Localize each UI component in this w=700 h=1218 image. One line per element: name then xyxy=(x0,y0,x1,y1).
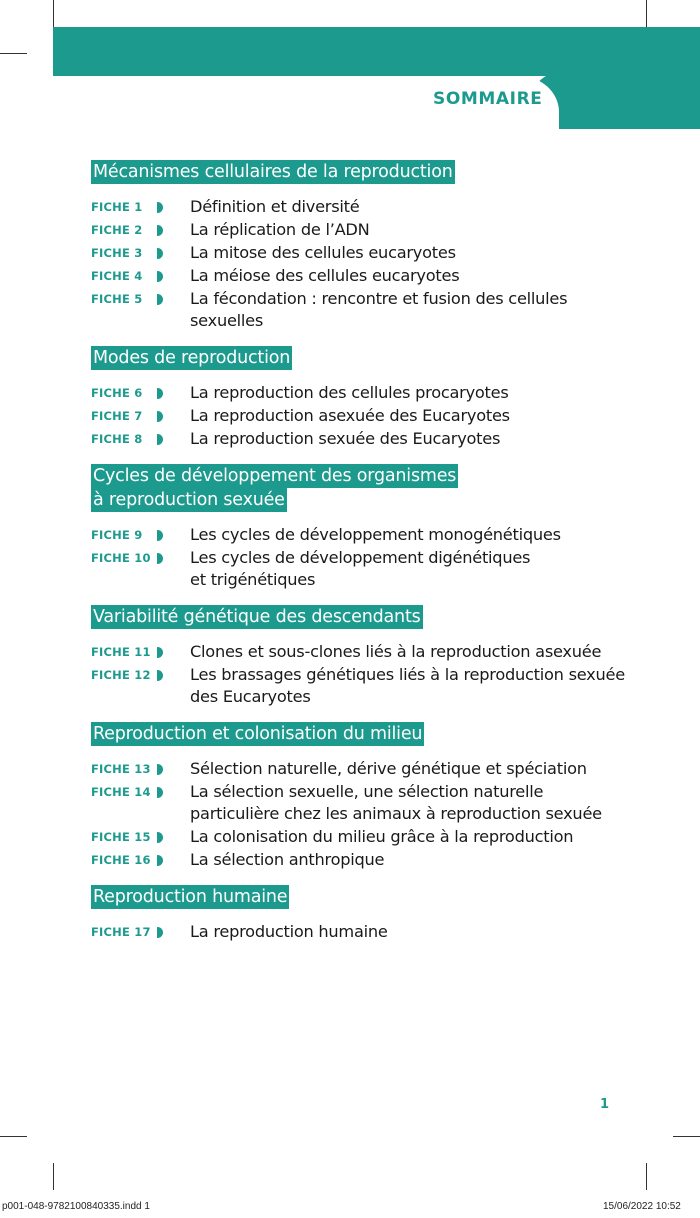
arrow-bullet-icon xyxy=(157,530,163,541)
crop-mark xyxy=(53,1163,54,1190)
crop-mark xyxy=(673,1136,700,1137)
fiche-label: FICHE 1 xyxy=(91,200,143,214)
toc-entry[interactable] xyxy=(91,196,651,218)
fiche-label: FICHE 6 xyxy=(91,386,143,400)
entry-title-line: La sélection anthropique xyxy=(190,850,385,869)
entry-title-line: Définition et diversité xyxy=(190,197,360,216)
arrow-bullet-icon xyxy=(157,388,163,399)
arrow-bullet-icon xyxy=(157,787,163,798)
toc-entry[interactable] xyxy=(91,781,651,825)
page-number: 1 xyxy=(600,1097,610,1112)
toc-entry[interactable] xyxy=(91,288,651,332)
entry-title-line: des Eucaryotes xyxy=(190,687,311,706)
fiche-label: FICHE 10 xyxy=(91,551,151,565)
toc-section xyxy=(91,346,651,450)
section-title xyxy=(91,464,651,512)
arrow-bullet-icon xyxy=(157,647,163,658)
fiche-label: FICHE 9 xyxy=(91,528,143,542)
crop-mark xyxy=(0,1136,27,1137)
crop-mark xyxy=(0,53,27,54)
fiche-label: FICHE 5 xyxy=(91,292,143,306)
entry-title-line: La méiose des cellules eucaryotes xyxy=(190,266,460,285)
fiche-label: FICHE 15 xyxy=(91,830,151,844)
entry-title-line: sexuelles xyxy=(190,311,264,330)
section-title xyxy=(91,160,651,184)
toc-section xyxy=(91,722,651,871)
footer-file: p001-048-9782100840335.indd 1 xyxy=(2,1201,150,1212)
section-title xyxy=(91,346,651,370)
arrow-bullet-icon xyxy=(157,670,163,681)
entry-title-line: La reproduction des cellules procaryotes xyxy=(190,383,509,402)
entry-title-line: La réplication de l’ADN xyxy=(190,220,370,239)
section-title-line: à reproduction sexuée xyxy=(93,490,285,510)
fiche-label: FICHE 14 xyxy=(91,785,151,799)
entry-title-line: et trigénétiques xyxy=(190,570,316,589)
toc-entry[interactable] xyxy=(91,428,651,450)
section-title-line: Cycles de développement des organismes xyxy=(93,466,457,486)
entry-title-line: La reproduction asexuée des Eucaryotes xyxy=(190,406,510,425)
toc-section xyxy=(91,605,651,708)
section-title-line: Reproduction humaine xyxy=(93,887,288,907)
arrow-bullet-icon xyxy=(157,202,163,213)
fiche-label: FICHE 13 xyxy=(91,762,151,776)
toc-entry[interactable] xyxy=(91,758,651,780)
arrow-bullet-icon xyxy=(157,294,163,305)
toc-entry[interactable] xyxy=(91,382,651,404)
entry-title-line: La reproduction sexuée des Eucaryotes xyxy=(190,429,501,448)
fiche-label: FICHE 3 xyxy=(91,246,143,260)
arrow-bullet-icon xyxy=(157,832,163,843)
section-title-line: Modes de reproduction xyxy=(93,348,291,368)
toc-entry[interactable] xyxy=(91,219,651,241)
toc-section xyxy=(91,885,651,943)
toc-entry[interactable] xyxy=(91,641,651,663)
toc-entry[interactable] xyxy=(91,664,651,708)
section-title-line: Mécanismes cellulaires de la reproduction xyxy=(93,162,453,182)
entry-title-line: Les brassages génétiques liés à la reproduction sexuée xyxy=(190,665,625,684)
toc-entry[interactable] xyxy=(91,849,651,871)
entry-title-line: particulière chez les animaux à reproduction sexuée xyxy=(190,804,602,823)
toc-entry[interactable] xyxy=(91,826,651,848)
header-band xyxy=(53,27,700,76)
arrow-bullet-icon xyxy=(157,225,163,236)
arrow-bullet-icon xyxy=(157,927,163,938)
toc-entry[interactable] xyxy=(91,524,651,546)
crop-mark xyxy=(646,0,647,27)
entry-title-line: La sélection sexuelle, une sélection naturelle xyxy=(190,782,544,801)
fiche-label: FICHE 7 xyxy=(91,409,143,423)
fiche-label: FICHE 2 xyxy=(91,223,143,237)
toc-entry[interactable] xyxy=(91,405,651,427)
entry-title-line: Sélection naturelle, dérive génétique et spéciation xyxy=(190,759,587,778)
section-title-line: Reproduction et colonisation du milieu xyxy=(93,724,423,744)
toc-entry[interactable] xyxy=(91,242,651,264)
fiche-label: FICHE 17 xyxy=(91,925,151,939)
toc-entry[interactable] xyxy=(91,547,651,591)
arrow-bullet-icon xyxy=(157,855,163,866)
crop-mark xyxy=(53,0,54,27)
entry-title-line: La reproduction humaine xyxy=(190,922,388,941)
entry-title-line: Clones et sous-clones liés à la reproduction asexuée xyxy=(190,642,602,661)
toc-section xyxy=(91,160,651,332)
table-of-contents xyxy=(91,160,651,957)
arrow-bullet-icon xyxy=(157,764,163,775)
entry-title-line: La fécondation : rencontre et fusion des cellules xyxy=(190,289,568,308)
fiche-label: FICHE 4 xyxy=(91,269,143,283)
footer-date: 15/06/2022 10:52 xyxy=(603,1201,681,1212)
section-title-line: Variabilité génétique des descendants xyxy=(93,607,421,627)
section-title xyxy=(91,885,651,909)
page-title: SOMMAIRE xyxy=(433,89,543,109)
fiche-label: FICHE 16 xyxy=(91,853,151,867)
arrow-bullet-icon xyxy=(157,434,163,445)
arrow-bullet-icon xyxy=(157,271,163,282)
arrow-bullet-icon xyxy=(157,411,163,422)
entry-title-line: Les cycles de développement monogénétiques xyxy=(190,525,561,544)
arrow-bullet-icon xyxy=(157,553,163,564)
entry-title-line: Les cycles de développement digénétiques xyxy=(190,548,531,567)
fiche-label: FICHE 8 xyxy=(91,432,143,446)
toc-section xyxy=(91,464,651,591)
section-title xyxy=(91,722,651,746)
section-title xyxy=(91,605,651,629)
arrow-bullet-icon xyxy=(157,248,163,259)
entry-title-line: La colonisation du milieu grâce à la reproduction xyxy=(190,827,574,846)
entry-title-line: La mitose des cellules eucaryotes xyxy=(190,243,456,262)
toc-entry[interactable] xyxy=(91,265,651,287)
fiche-label: FICHE 11 xyxy=(91,645,151,659)
crop-mark xyxy=(646,1163,647,1190)
fiche-label: FICHE 12 xyxy=(91,668,151,682)
toc-entry[interactable] xyxy=(91,921,651,943)
